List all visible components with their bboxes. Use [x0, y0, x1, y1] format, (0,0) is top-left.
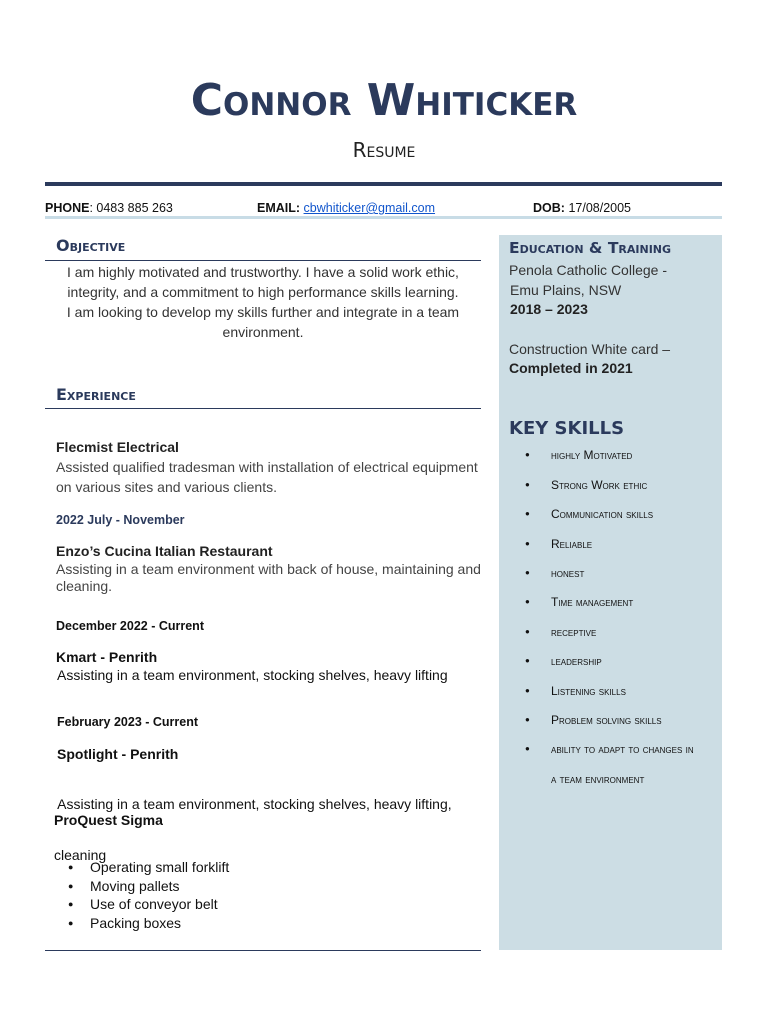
bullet-icon: ●	[525, 509, 530, 518]
experience-heading: Experience	[56, 385, 136, 404]
email-link[interactable]: cbwhiticker@gmail.com	[303, 201, 436, 215]
phone-label: PHONE	[45, 201, 90, 215]
phone-field	[45, 201, 173, 215]
skills-heading: KEY SKILLS	[509, 418, 625, 439]
job-description	[57, 665, 448, 685]
bullet-icon: ●	[525, 450, 530, 459]
skill-label: Reliable	[551, 537, 593, 551]
job-company: ProQuest Sigma	[54, 812, 163, 828]
objective-line: environment.	[222, 324, 304, 340]
dob-value: 17/08/2005	[568, 201, 631, 215]
job-date: February 2023 - Current	[57, 715, 199, 729]
dob-label: DOB:	[533, 201, 565, 215]
contact-divider	[45, 216, 722, 219]
dob-field	[533, 201, 631, 215]
objective-line: I am looking to develop my skills further and integrate in a team	[66, 304, 460, 320]
job-description-line: cleaning.	[56, 578, 113, 594]
objective-text	[45, 262, 481, 342]
bullet-icon: ●	[525, 597, 530, 606]
job-description-line: on various sites and various clients.	[56, 479, 277, 495]
resume-subtitle: Resume	[352, 138, 416, 162]
bullet-icon: ●	[525, 715, 530, 724]
list-item: ● Operating small forklift	[55, 858, 229, 877]
job-company: Enzo’s Cucina Italian Restaurant	[56, 543, 273, 559]
objective-heading: Objective	[56, 236, 126, 255]
skill-label: a team environment	[551, 772, 645, 786]
education-school	[509, 261, 667, 300]
resume-name: Connor Whiticker	[190, 75, 578, 126]
skill-label: Listening skills	[551, 684, 626, 698]
header-divider	[45, 182, 722, 186]
job-description-line: Assisting in a team environment, stocking shelves, heavy lifting	[57, 667, 448, 683]
job-date: 2022 July - November	[56, 513, 185, 527]
skill-label: receptive	[551, 625, 597, 639]
objective-line: integrity, and a commitment to high performance skills learning.	[67, 284, 459, 300]
skill-label: honest	[551, 566, 585, 580]
education-years: 2018 – 2023	[510, 301, 588, 317]
phone-value: : 0483 885 263	[89, 201, 173, 215]
bullet-icon: ●	[525, 744, 530, 753]
education-school-line: Emu Plains, NSW	[510, 281, 622, 298]
bullet-icon: ●	[525, 568, 530, 577]
job-description-line: Assisting in a team environment, stocking shelves, heavy lifting,	[54, 796, 452, 812]
skill-label: ability to adapt to changes in	[551, 742, 694, 756]
skill-label: Time management	[551, 595, 634, 609]
objective-line: I am highly motivated and trustworthy. I have a solid work ethic,	[67, 264, 459, 280]
job-bullet-list	[55, 858, 229, 933]
skill-label: Communication skills	[551, 507, 654, 521]
experience-bottom-rule	[45, 950, 481, 951]
bullet-icon: ●	[525, 627, 530, 636]
skill-label: Strong Work ethic	[551, 478, 648, 492]
job-company: Kmart - Penrith	[56, 649, 158, 665]
experience-rule	[45, 408, 481, 409]
skill-label: leadership	[551, 654, 602, 668]
skill-label: highly Motivated	[551, 448, 633, 462]
list-item: ● Use of conveyor belt	[55, 895, 229, 914]
job-description-line: Assisting in a team environment with back of house, maintaining and	[56, 561, 481, 577]
education-school-line: Penola Catholic College -	[509, 262, 667, 278]
job-description-line: Assisted qualified tradesman with installation of electrical equipment	[56, 459, 478, 475]
bullet-icon: ●	[525, 686, 530, 695]
education-heading: Education & Training	[509, 239, 672, 257]
bullet-icon: ●	[525, 656, 530, 665]
skill-label: Problem solving skills	[551, 713, 662, 727]
bullet-icon: ●	[525, 480, 530, 489]
list-item: ● Moving pallets	[55, 877, 229, 896]
email-field	[257, 201, 435, 215]
job-description-line: cleaning	[54, 847, 107, 863]
job-company: Spotlight - Penrith	[57, 746, 179, 762]
email-label: EMAIL:	[257, 201, 301, 215]
job-description	[56, 457, 478, 497]
job-date: December 2022 - Current	[56, 619, 204, 633]
certificate-status: Completed in 2021	[509, 360, 633, 376]
bullet-icon: ●	[525, 539, 530, 548]
objective-rule	[45, 260, 481, 261]
list-item: ● Packing boxes	[55, 914, 229, 933]
job-description	[56, 561, 481, 595]
job-company: Flecmist Electrical	[56, 439, 179, 455]
certificate-line: Construction White card –	[509, 341, 671, 357]
